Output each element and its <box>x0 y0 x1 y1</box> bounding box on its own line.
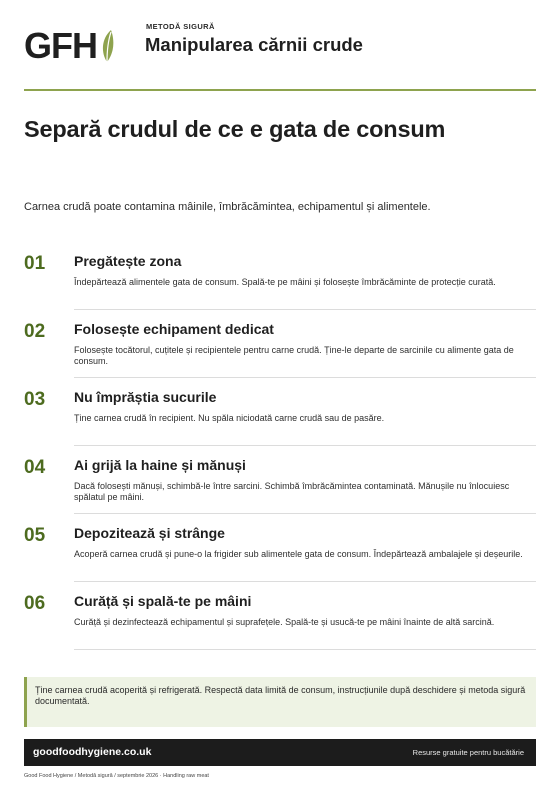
step-description: Curăță și dezinfectează echipamentul și suprafețele. Spală-te și usucă-te pe mâini înainte de altă sarcină. <box>74 617 495 627</box>
website-link[interactable]: goodfoodhygiene.co.uk <box>33 746 152 758</box>
step-description: Acoperă carnea crudă și pune-o la frigider sub alimentele gata de consum. Îndepărtează ambalajele și deșeurile. <box>74 549 523 559</box>
steps-list <box>24 240 536 648</box>
step-item <box>24 580 536 648</box>
step-number: 06 <box>24 593 46 614</box>
step-item <box>24 308 536 376</box>
step-number: 05 <box>24 525 46 546</box>
step-item <box>24 444 536 512</box>
gfh-logo <box>24 27 115 65</box>
step-item <box>24 240 536 308</box>
page-title: Separă crudul de ce e gata de consum <box>24 116 446 142</box>
intro-text: Carnea crudă poate contamina mâinile, îmbrăcămintea, echipamentul și alimentele. <box>24 201 431 213</box>
info-note <box>24 677 536 727</box>
step-number: 04 <box>24 457 46 478</box>
step-item <box>24 512 536 580</box>
note-text: Ține carnea crudă acoperită și refrigerată. Respectă data limită de consum, instrucțiunile după deschidere și metoda sigură documentată. <box>35 685 526 706</box>
footer-bar <box>24 739 536 766</box>
logo-text: GFH <box>24 25 97 66</box>
step-number: 01 <box>24 253 46 274</box>
step-description: Folosește tocătorul, cuțitele și recipientele pentru carne crudă. Ține-le departe de sarcinile cu alimente gata de consum. <box>74 345 514 366</box>
step-title: Pregătește zona <box>74 253 182 269</box>
step-title: Ai grijă la haine și mănuși <box>74 457 246 473</box>
step-number: 03 <box>24 389 46 410</box>
step-divider <box>74 649 536 650</box>
step-description: Dacă folosești mănuși, schimbă-le între sarcini. Schimbă îmbrăcămintea contaminată. Mănușile nu înlocuiesc spălatul pe mâini. <box>74 481 510 502</box>
document-meta: Good Food Hygiene / Metodă sigură / septembrie 2026 · Handling raw meat <box>24 773 209 779</box>
step-title: Curăță și spală-te pe mâini <box>74 593 252 609</box>
leaf-icon <box>99 29 115 63</box>
header-title: Manipularea cărnii crude <box>145 34 363 55</box>
step-title: Folosește echipament dedicat <box>74 321 274 337</box>
page-header <box>24 22 536 70</box>
step-title: Nu împrăștia sucurile <box>74 389 217 405</box>
step-number: 02 <box>24 321 46 342</box>
step-title: Depozitează și strânge <box>74 525 225 541</box>
step-description: Ține carnea crudă în recipient. Nu spăla niciodată carne crudă sau de pasăre. <box>74 413 385 423</box>
step-item <box>24 376 536 444</box>
header-divider <box>24 89 536 91</box>
step-description: Îndepărtează alimentele gata de consum. Spală-te pe mâini și folosește îmbrăcăminte de protecție curată. <box>74 277 496 287</box>
header-kicker: METODĂ SIGURĂ <box>146 22 215 31</box>
footer-tagline: Resurse gratuite pentru bucătărie <box>412 748 524 757</box>
